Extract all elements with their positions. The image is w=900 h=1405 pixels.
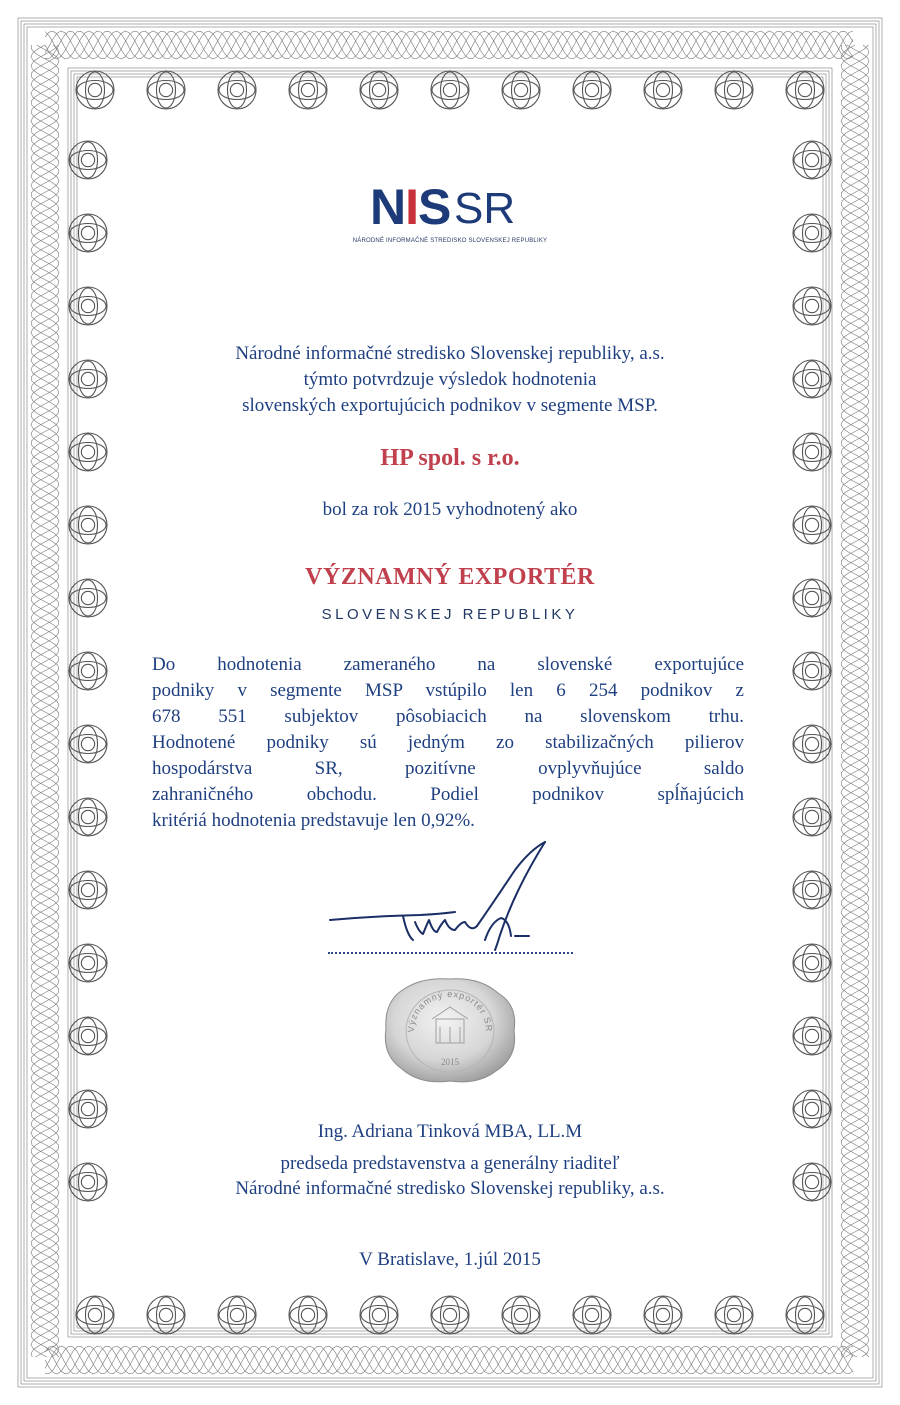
wax-seal bbox=[380, 975, 520, 1085]
signatory-role: predseda predstavenstva a generálny riaditeľ bbox=[280, 1153, 620, 1174]
signature bbox=[315, 840, 575, 960]
seal-year: 2015 bbox=[441, 1057, 459, 1067]
intro-line-2: týmto potvrdzuje výsledok hodnotenia bbox=[303, 369, 597, 390]
intro-line-1: Národné informačné stredisko Slovenskej republiky, a.s. bbox=[235, 343, 665, 364]
logo-mark: NIS bbox=[370, 179, 451, 235]
paragraph-line: Do hodnotenia zameraného na slovenské exportujúce bbox=[152, 654, 744, 675]
award-subtitle: SLOVENSKEJ REPUBLIKY bbox=[321, 606, 579, 623]
intro-line-3: slovenských exportujúcich podnikov v segmente MSP. bbox=[242, 395, 658, 416]
evaluation-text: bol za rok 2015 vyhodnotený ako bbox=[322, 499, 578, 520]
paragraph-line: Hodnotené podniky sú jedným zo stabilizačných pilierov bbox=[152, 732, 744, 753]
paragraph-line: 678 551 subjektov pôsobiacich na slovenskom trhu. bbox=[152, 706, 744, 727]
description-paragraph bbox=[152, 652, 744, 834]
company-name: HP spol. s r.o. bbox=[380, 445, 520, 471]
place-date: V Bratislave, 1.júl 2015 bbox=[359, 1249, 541, 1270]
signatory-name: Ing. Adriana Tinková MBA, LL.M bbox=[317, 1121, 583, 1142]
seal-text: Významný exportér SR bbox=[405, 988, 495, 1033]
paragraph-line: zahraničného obchodu. Podiel podnikov spĺňajúcich bbox=[152, 784, 744, 805]
paragraph-line: hospodárstva SR, pozitívne ovplyvňujúce saldo bbox=[152, 758, 744, 779]
signatory-organization: Národné informačné stredisko Slovenskej republiky, a.s. bbox=[235, 1178, 665, 1199]
paragraph-line: kritériá hodnotenia predstavuje len 0,92%. bbox=[152, 810, 475, 831]
award-title: VÝZNAMNÝ EXPORTÉR bbox=[305, 564, 595, 590]
signature-line bbox=[328, 952, 573, 954]
logo-sr: SR bbox=[454, 184, 516, 233]
nis-sr-logo bbox=[330, 179, 570, 252]
logo-tagline: NÁRODNÉ INFORMAČNÉ STREDISKO SLOVENSKEJ REPUBLIKY bbox=[352, 238, 548, 244]
paragraph-line: podniky v segmente MSP vstúpilo len 6 254 podnikov z bbox=[152, 680, 744, 701]
